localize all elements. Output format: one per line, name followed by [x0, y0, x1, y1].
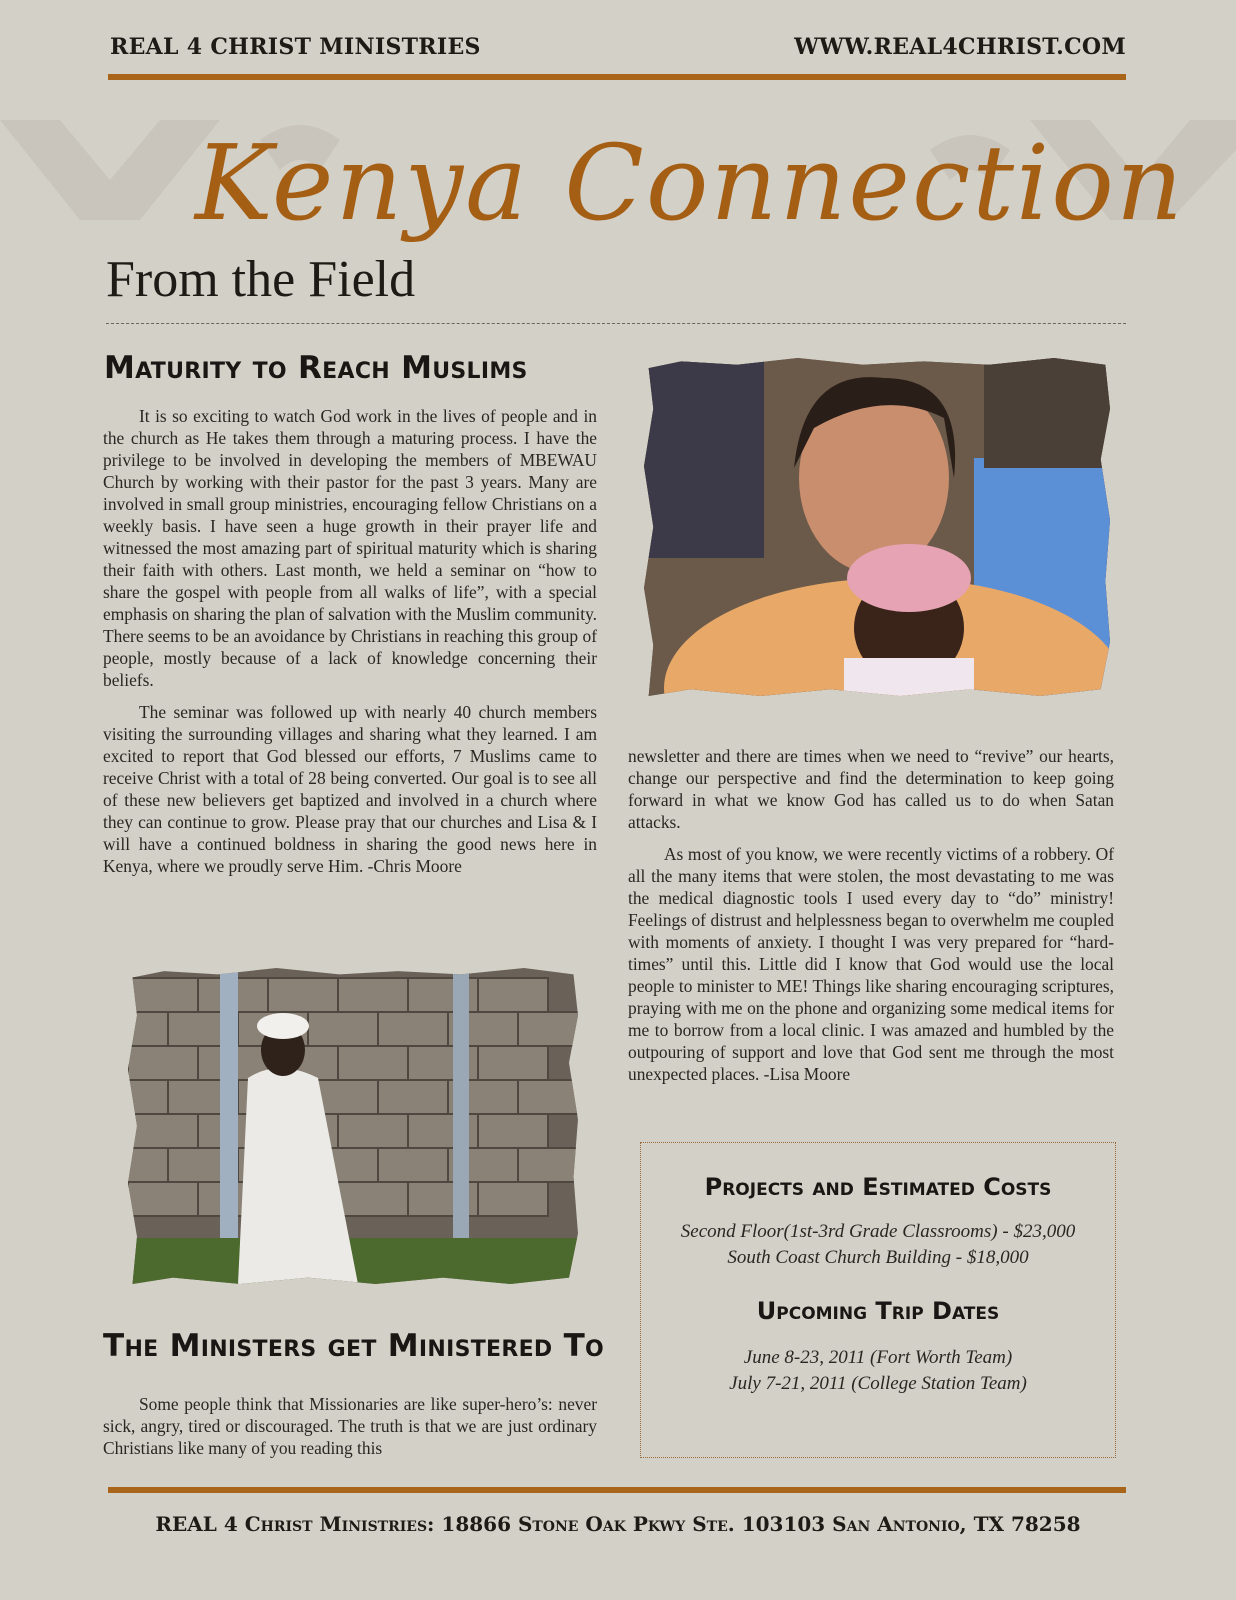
article-paragraph: The seminar was followed up with nearly 40 church members visiting the surrounding villages and sharing what they learned. I am excited to report that God blessed our efforts, 7 Muslims came to receive Christ with a total of 28 being converted. Our goal is to see all of these new believers get baptized and involved in a church where they can continue to grow. Please pray that our churches and Lisa & I will have a continued boldness in sharing the good news here in Kenya, where we proudly serve Him. -Chris Moore: [103, 702, 597, 876]
header-rule: [108, 74, 1126, 80]
article-title-ministers: The Ministers get Ministered To: [103, 1328, 605, 1364]
dotted-divider: [106, 323, 1126, 324]
photo-man-in-white-robe: [128, 968, 578, 1284]
section-subtitle: From the Field: [106, 251, 416, 308]
article-title-maturity: Maturity to Reach Muslims: [104, 350, 528, 386]
article-paragraph: It is so exciting to watch God work in the lives of people and in the church as He takes them through a maturing process. I have the privilege to be involved in developing the members of MBEWAU Church by working with their pastor for the past 3 years. Many are involved in small group ministries, encouraging fellow Christians on a weekly basis. I have seen a huge growth in their prayer life and witnessed the most amazing part of spiritual maturity which is sharing their faith with others. Last month, we held a seminar on “how to share the gospel with people from all walks of life”, with a special emphasis on sharing the plan of salvation with the Muslim community. There seems to be an avoidance by Christians in reaching this group of people, mostly because of a lack of knowledge concerning their beliefs.: [103, 406, 597, 690]
project-item: South Coast Church Building - $18,000: [727, 1247, 1029, 1268]
article-body-ministers-col1: [103, 1393, 597, 1469]
article-paragraph: As most of you know, we were recently victims of a robbery. Of all the many items that were stolen, the most devastating to me was the medical diagnostic tools I used every day to “do” ministry! Feelings of distrust and helplessness began to overwhelm me coupled with moments of anxiety. I thought I was very prepared for “hard-times” until this. Little did I know that God would use the local people to minister to ME! Things like sharing encouraging scriptures, praying with me on the phone and organizing some medical items for me to borrow from a local clinic. I was amazed and humbled by the outpouring of support and love that God sent me through the most unexpected places. -Lisa Moore: [628, 844, 1114, 1084]
article-body-maturity: [103, 405, 597, 887]
projects-and-trips-box: [640, 1142, 1116, 1458]
trips-heading: Upcoming Trip Dates: [756, 1297, 1000, 1325]
project-item: Second Floor(1st-3rd Grade Classrooms) - $23,000: [680, 1221, 1076, 1242]
footer-address: REAL 4 Christ Ministries: 18866 Stone Oak Pkwy Ste. 103103 San Antonio, TX 78258: [155, 1512, 1081, 1536]
footer-rule: [108, 1487, 1126, 1493]
article-body-ministers-col2: [628, 745, 1114, 1095]
masthead-title: Kenya Connection: [195, 122, 1185, 244]
website-url[interactable]: WWW.REAL4CHRIST.COM: [794, 34, 1126, 60]
projects-heading: Projects and Estimated Costs: [704, 1173, 1052, 1201]
trip-item: June 8-23, 2011 (Fort Worth Team): [743, 1347, 1013, 1368]
article-paragraph: newsletter and there are times when we need to “revive” our hearts, change our perspective and find the determination to keep going forward in what we know God has called us to do when Satan attacks.: [628, 746, 1114, 832]
article-paragraph: Some people think that Missionaries are like super-hero’s: never sick, angry, tired or discouraged. The truth is that we are just ordinary Christians like many of you reading this: [103, 1394, 597, 1458]
organization-name: REAL 4 CHRIST MINISTRIES: [110, 34, 481, 60]
photo-woman-with-baby: [644, 358, 1110, 696]
trip-item: July 7-21, 2011 (College Station Team): [729, 1373, 1027, 1394]
